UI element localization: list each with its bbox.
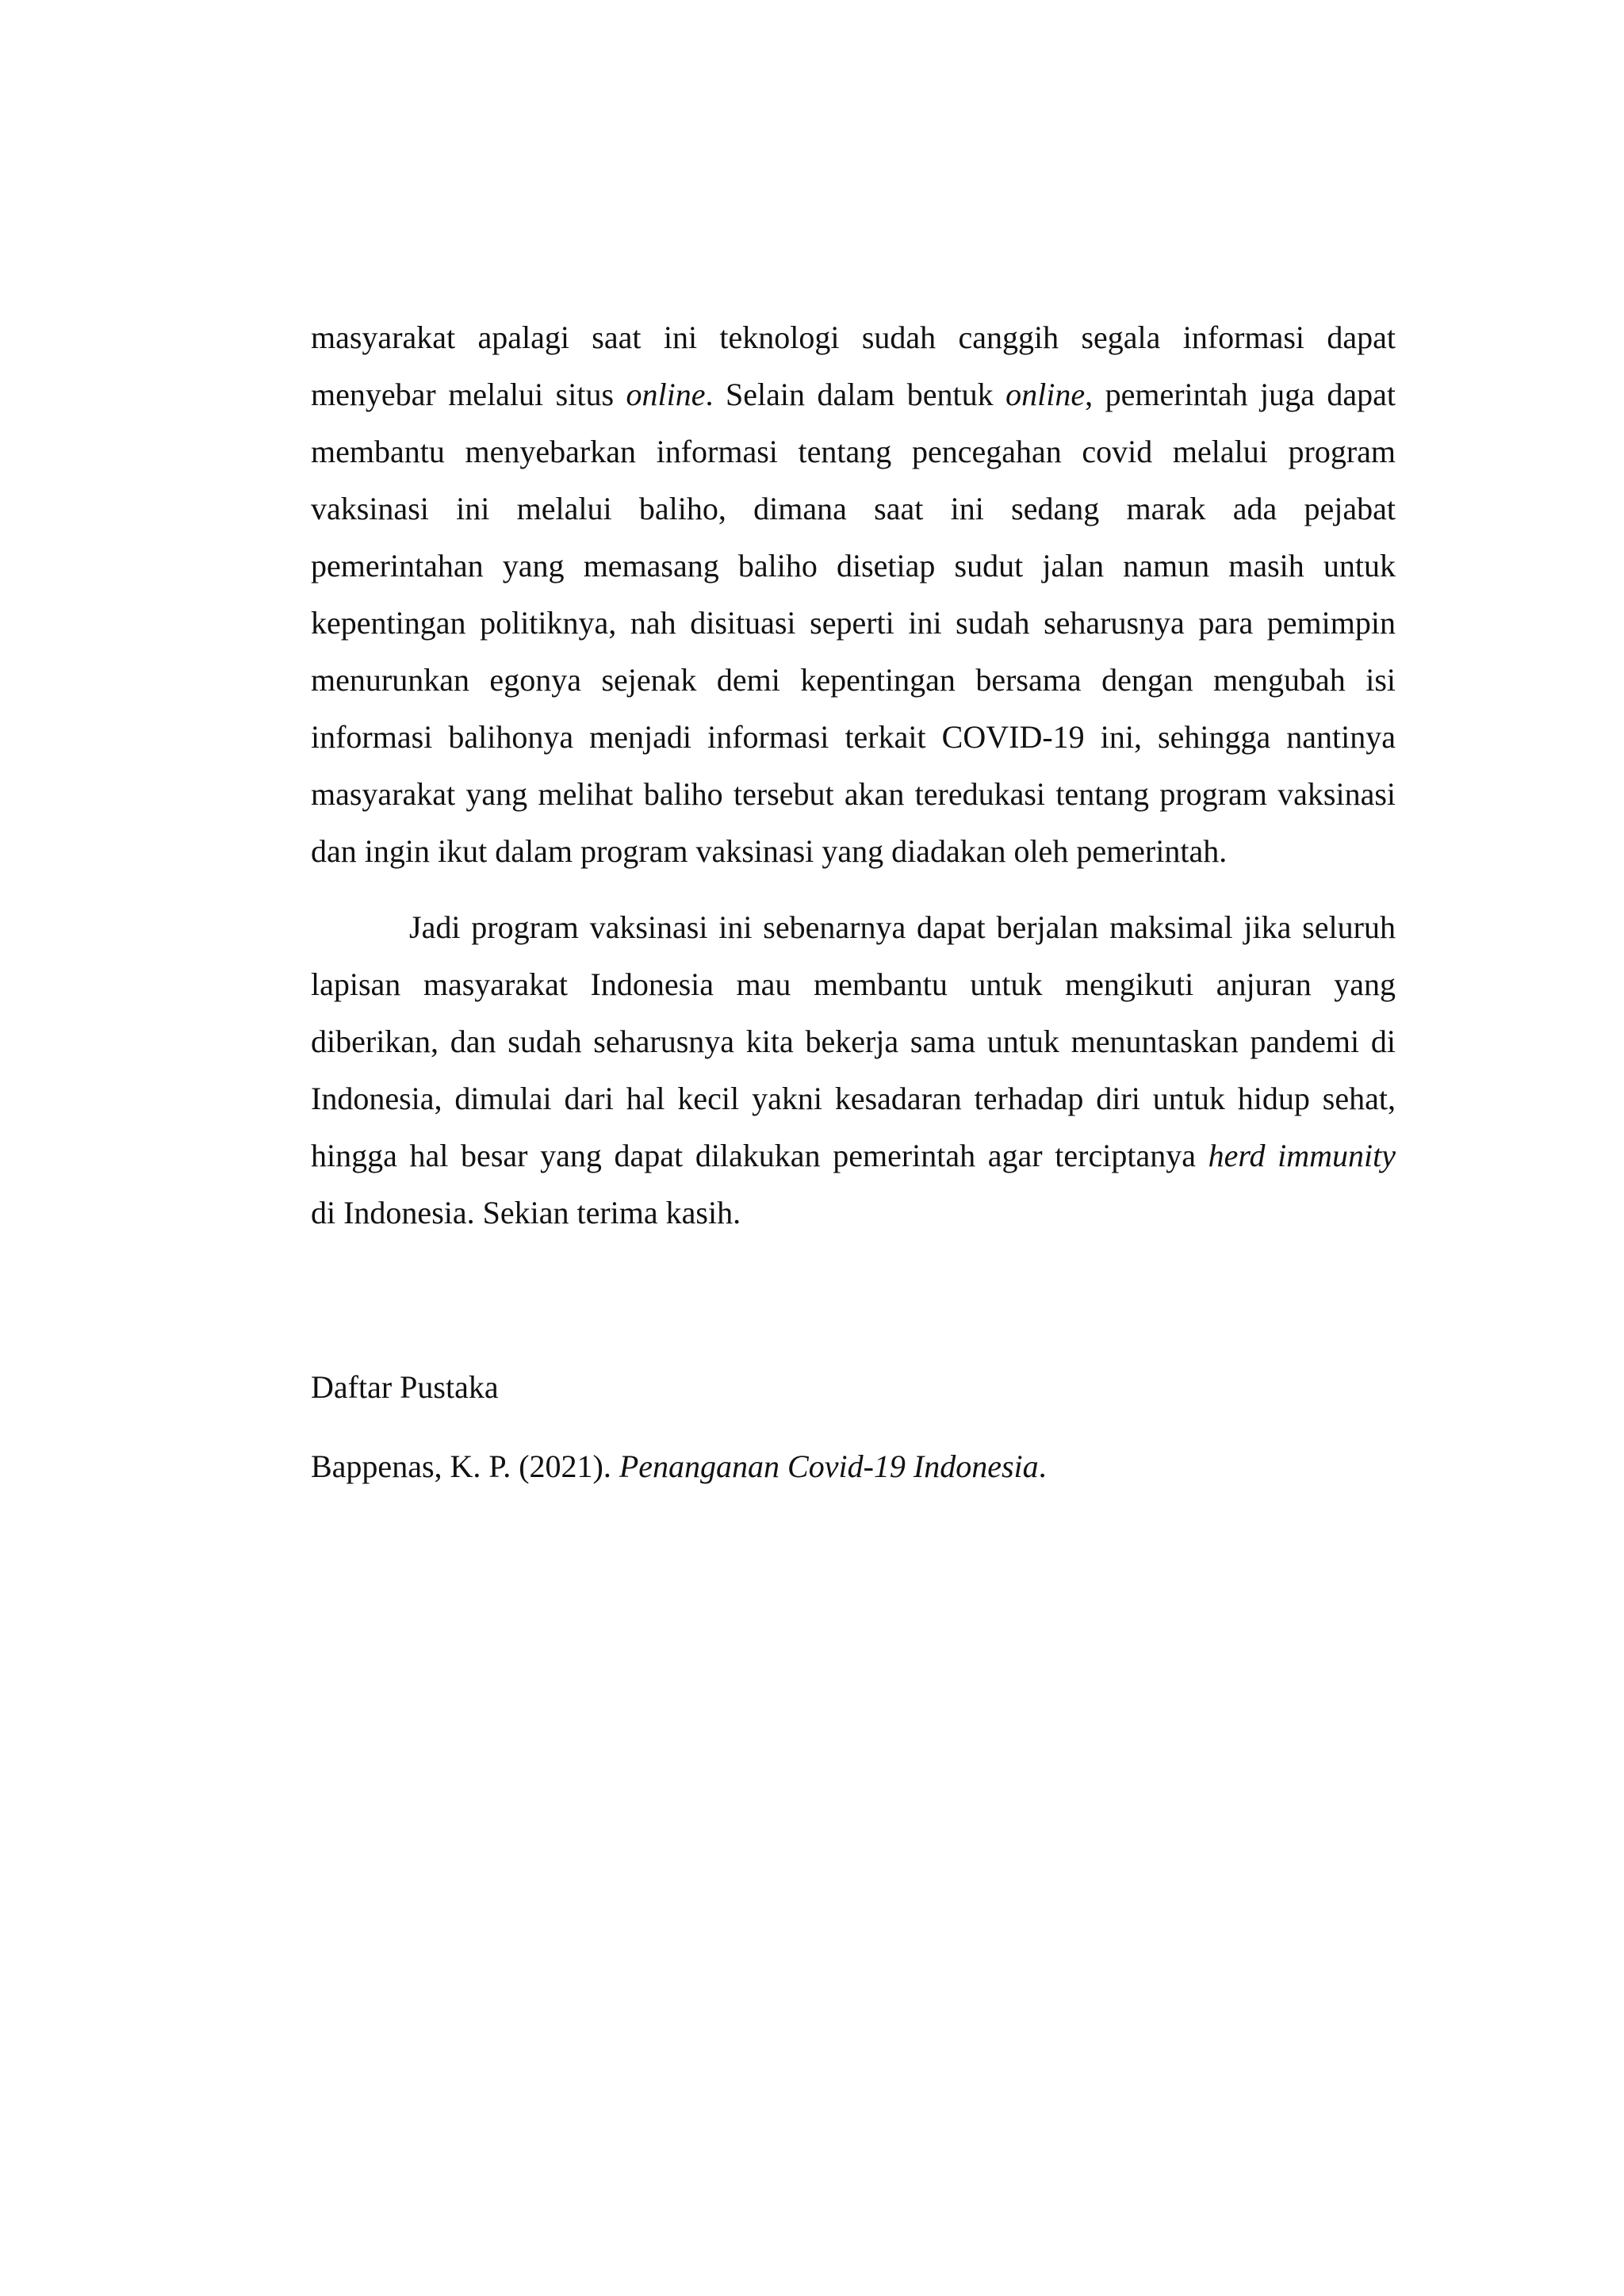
- page-content: [311, 309, 1396, 1495]
- text-line: Indonesia, dimulai dari hal kecil yakni kesadaran terhadap diri untuk hidup sehat,: [311, 1081, 1396, 1116]
- text-run: hingga hal besar yang dapat dilakukan pemerintah agar terciptanya: [311, 1138, 1208, 1173]
- body-paragraph-1: [311, 309, 1396, 880]
- bibliography-heading: Daftar Pustaka: [311, 1369, 499, 1405]
- reference-title: Penanganan Covid-19 Indonesia: [619, 1448, 1039, 1484]
- text-line: di Indonesia. Sekian terima kasih.: [311, 1195, 741, 1230]
- text-line: menurunkan egonya sejenak demi kepentingan bersama dengan mengubah isi: [311, 662, 1396, 698]
- body-paragraph-2: [311, 899, 1396, 1242]
- text-line: diberikan, dan sudah seharusnya kita bekerja sama untuk menuntaskan pandemi di: [311, 1024, 1396, 1059]
- text-line: informasi balihonya menjadi informasi terkait COVID-19 ini, sehingga nantinya: [311, 719, 1396, 755]
- text-line: masyarakat apalagi saat ini teknologi sudah canggih segala informasi dapat: [311, 320, 1396, 355]
- text-run: . Selain dalam bentuk: [705, 377, 1006, 412]
- text-line: lapisan masyarakat Indonesia mau membantu untuk mengikuti anjuran yang: [311, 966, 1396, 1002]
- text-run: , pemerintah juga dapat: [1085, 377, 1396, 412]
- reference-end: .: [1038, 1448, 1047, 1484]
- text-line: Jadi program vaksinasi ini sebenarnya dapat berjalan maksimal jika seluruh: [409, 909, 1396, 945]
- text-line: membantu menyebarkan informasi tentang pencegahan covid melalui program: [311, 434, 1396, 469]
- italic-term: herd immunity: [1208, 1138, 1396, 1173]
- bibliography-entry: [311, 1438, 1396, 1495]
- text-line: dan ingin ikut dalam program vaksinasi yang diadakan oleh pemerintah.: [311, 833, 1228, 869]
- text-line: kepentingan politiknya, nah disituasi seperti ini sudah seharusnya para pemimpin: [311, 605, 1396, 641]
- text-line: vaksinasi ini melalui baliho, dimana saat ini sedang marak ada pejabat: [311, 491, 1396, 526]
- text-line: [311, 366, 1396, 423]
- text-line: [311, 1127, 1396, 1184]
- italic-term: online: [1005, 377, 1086, 412]
- reference-author: Bappenas, K. P. (2021).: [311, 1448, 619, 1484]
- text-line: masyarakat yang melihat baliho tersebut akan teredukasi tentang program vaksinasi: [311, 776, 1396, 812]
- italic-term: online: [626, 377, 706, 412]
- text-run: menyebar melalui situs: [311, 377, 626, 412]
- text-line: pemerintahan yang memasang baliho disetiap sudut jalan namun masih untuk: [311, 548, 1396, 584]
